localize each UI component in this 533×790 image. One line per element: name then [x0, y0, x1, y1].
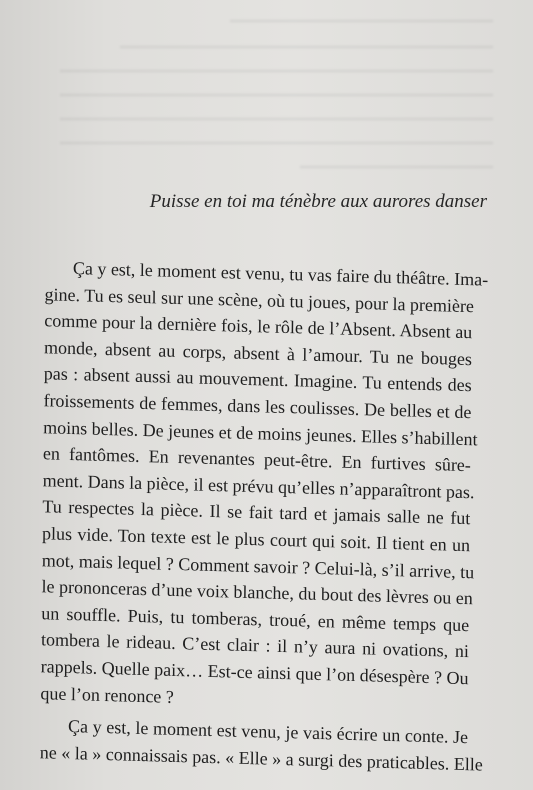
paragraph-1-line: comme pour la dernière fois, le rôle de l’Absent. Absent au: [44, 310, 473, 343]
paragraph-1-line: Tu respectes la pièce. Il se fait tard et jamais salle ne fut: [42, 496, 471, 529]
paragraph-1-line: Ça y est, le moment est venu, tu vas faire du théâtre. Ima-: [72, 258, 489, 290]
paragraph-1-line: en fantômes. En revenantes peut-être. En furtives sûre-: [42, 443, 471, 476]
epigraph: Puisse en toi ma ténèbre aux aurores danser: [149, 191, 487, 212]
paragraph-1-line: ment. Dans la pièce, il est prévu qu’elles n’apparaîtront pas.: [42, 470, 475, 503]
paragraph-2-line: Ça y est, le moment est venu, je vais écrire un conte. Je: [67, 716, 469, 748]
paragraph-1-line: mot, mais lequel ? Comment savoir ? Celui-là, s’il arrive, tu: [41, 549, 475, 582]
paragraph-2-line: ne « la » connaissais pas. « Elle » a surgi des praticables. Elle: [39, 741, 483, 775]
paragraph-1-line: le prononceras d’une voix blanche, du bout des lèvres ou en: [41, 576, 473, 609]
paragraph-1-line: pas : absent aussi au mouvement. Imagine. Tu entends des: [43, 363, 472, 396]
paragraph-1-line: gine. Tu es seul sur une scène, où tu joues, pour la première: [44, 283, 475, 316]
paragraph-1-line: tombera le rideau. C’est clair : il n’y aura ni ovations, ni: [40, 629, 470, 662]
body-text: [39, 258, 489, 775]
paragraph-1-line: que l’on renonce ?: [40, 682, 174, 707]
paragraph-1-line: rappels. Quelle paix… Est-ce ainsi que l’on désespère ? Ou: [40, 656, 469, 689]
paragraph-1-line: moins belles. De jeunes et de moins jeunes. Elles s’habillent: [43, 416, 478, 449]
paragraph-1-line: un souffle. Puis, tu tomberas, troué, en même temps que: [41, 602, 470, 635]
bleed-through-text: [0, 0, 533, 175]
paragraph-1-line: plus vide. Ton texte est le plus court qui soit. Il tient en un: [42, 523, 471, 556]
paragraph-1-line: monde, absent au corps, absent à l’amour. Tu ne bouges: [43, 337, 473, 369]
paragraph-1-line: froissements de femmes, dans les coulisses. De belles et de: [43, 390, 472, 423]
